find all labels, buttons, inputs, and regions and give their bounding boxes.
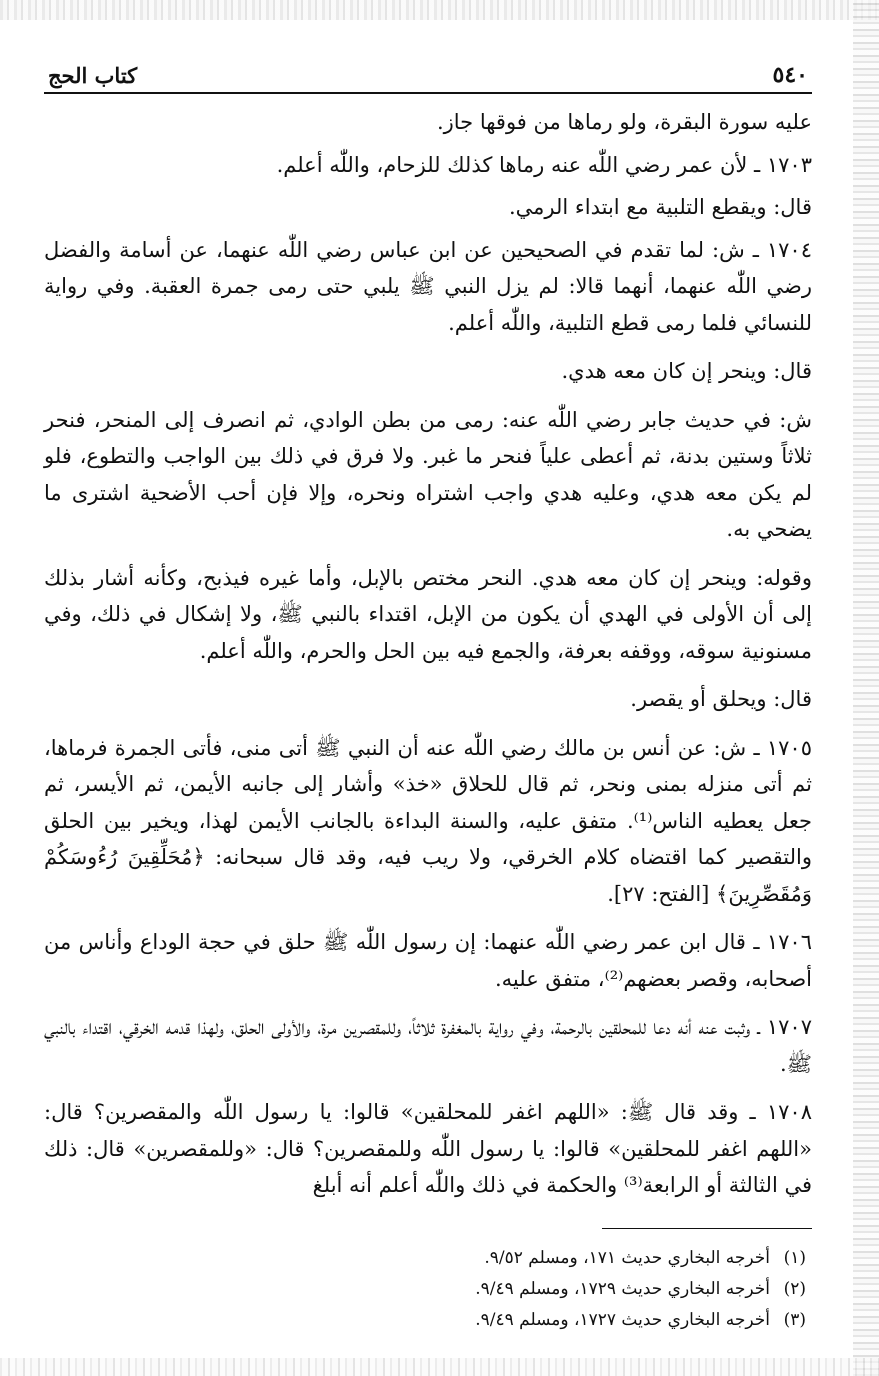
paragraph: ش: في حديث جابر رضي اللّٰه عنه: رمى من بطن الوادي، ثم انصرف إلى المنحر، فنحر ثلاثاً وستين بدنة، ثم أعطى علياً فنحر ما غبر. ولا فرق في ذلك بين الواجب والتطوع، فلو لم يكن معه هدي، وعليه هدي واجب اشتراه ونحره، وإلا فإن أحب الأضحية اشترى ما يضحي به. [44, 407, 812, 541]
page-body [44, 104, 812, 1204]
footnote-text: أخرجه البخاري حديث ١٧٢٧، ومسلم ٩/٤٩. [475, 1309, 770, 1330]
footnote-number: (٣) [783, 1309, 806, 1330]
book-title: كتاب الحج [48, 63, 138, 88]
paragraph: قال: ويقطع التلبية مع ابتداء الرمي. [508, 195, 812, 219]
paragraph: قال: ويحلق أو يقصر. [630, 687, 812, 711]
footnote [44, 1305, 812, 1336]
scan-edge-bottom [0, 1358, 879, 1376]
paragraph: ١٧٠٥ ـ ش: عن أنس بن مالك رضي اللّٰه عنه أن النبي ﷺ أتى منى، فأتى الجمرة فرماها، ثم أتى منزله بمنى ونحر، ثم قال للحلاق «خذ» وأشار إلى جانبه الأيمن، ثم الأيسر، ثم جعل يعطيه الناس⁽¹⁾. متفق عليه، والسنة البداءة بالجانب الأيمن لهذا، ويخير بين الحلق والتقصير كما اقتضاه كلام الخرقي، ولا ريب فيه، وقد قال سبحانه: ﴿مُحَلِّقِينَ رُءُوسَكُمْ وَمُقَصِّرِينَ﴾ [الفتح: ٢٧]. [44, 735, 812, 906]
paragraph: ١٧٠٧ ـ وثبت عنه أنه دعا للمحلقين بالرحمة، وفي رواية بالمغفرة ثلاثاً، وللمقصرين مرة، والأولى الحلق، ولهذا قدمه الخرقي، اقتداء بالنبي ﷺ. [44, 1015, 812, 1076]
paragraph: عليه سورة البقرة، ولو رماها من فوقها جاز. [436, 110, 812, 134]
footnote-number: (٢) [783, 1278, 806, 1299]
paragraph: ١٧٠٨ ـ وقد قال ﷺ: «اللهم اغفر للمحلقين» قالوا: يا رسول اللّٰه والمقصرين؟ قال: «اللهم اغفر للمحلقين» قالوا: يا رسول اللّٰه وللمقصرين؟ قال: «وللمقصرين» قال: ذلك في الثالثة أو الرابعة⁽³⁾ والحكمة في ذلك واللّٰه أعلم أنه أبلغ [44, 1100, 812, 1197]
footnote-number: (١) [783, 1247, 806, 1268]
footnote-text: أخرجه البخاري حديث ١٧١، ومسلم ٩/٥٢. [484, 1247, 770, 1268]
paragraph: ١٧٠٤ ـ ش: لما تقدم في الصحيحين عن ابن عباس رضي اللّٰه عنهما، عن أسامة والفضل رضي اللّٰه عنهما، أنهما قالا: لم يزل النبي ﷺ يلبي حتى رمى جمرة العقبة. وفي رواية للنسائي فلما رمى قطع التلبية، واللّٰه أعلم. [44, 237, 812, 335]
footnote-text: أخرجه البخاري حديث ١٧٢٩، ومسلم ٩/٤٩. [475, 1278, 770, 1299]
scan-edge-top [0, 0, 879, 20]
paragraph: ١٧٠٣ ـ لأن عمر رضي اللّٰه عنه رماها كذلك للزحام، واللّٰه أعلم. [276, 152, 812, 177]
paragraph: وقوله: وينحر إن كان معه هدي. النحر مختص بالإبل، وأما غيره فيذبح، وكأنه أشار بذلك إلى أن الأولى في الهدي أن يكون من الإبل، اقتداء بالنبي ﷺ، ولا إشكال في ذلك، وفي مسنونية سوقه، ووقفه بعرفة، والجمع فيه بين الحل والحرم، واللّٰه أعلم. [44, 565, 812, 663]
footnote [44, 1274, 812, 1305]
footnote-divider [602, 1228, 812, 1229]
scan-edge-right [853, 0, 879, 1376]
paragraph: قال: وينحر إن كان معه هدي. [561, 359, 812, 383]
paragraph: ١٧٠٦ ـ قال ابن عمر رضي اللّٰه عنهما: إن رسول اللّٰه ﷺ حلق في حجة الوداع وأناس من أصحابه، وقصر بعضهم⁽²⁾، متفق عليه. [44, 930, 812, 991]
page-number: ٥٤٠ [772, 62, 808, 88]
footnote [44, 1243, 812, 1274]
page-header [44, 48, 812, 94]
footnotes [44, 1243, 812, 1336]
book-page [44, 48, 812, 1336]
